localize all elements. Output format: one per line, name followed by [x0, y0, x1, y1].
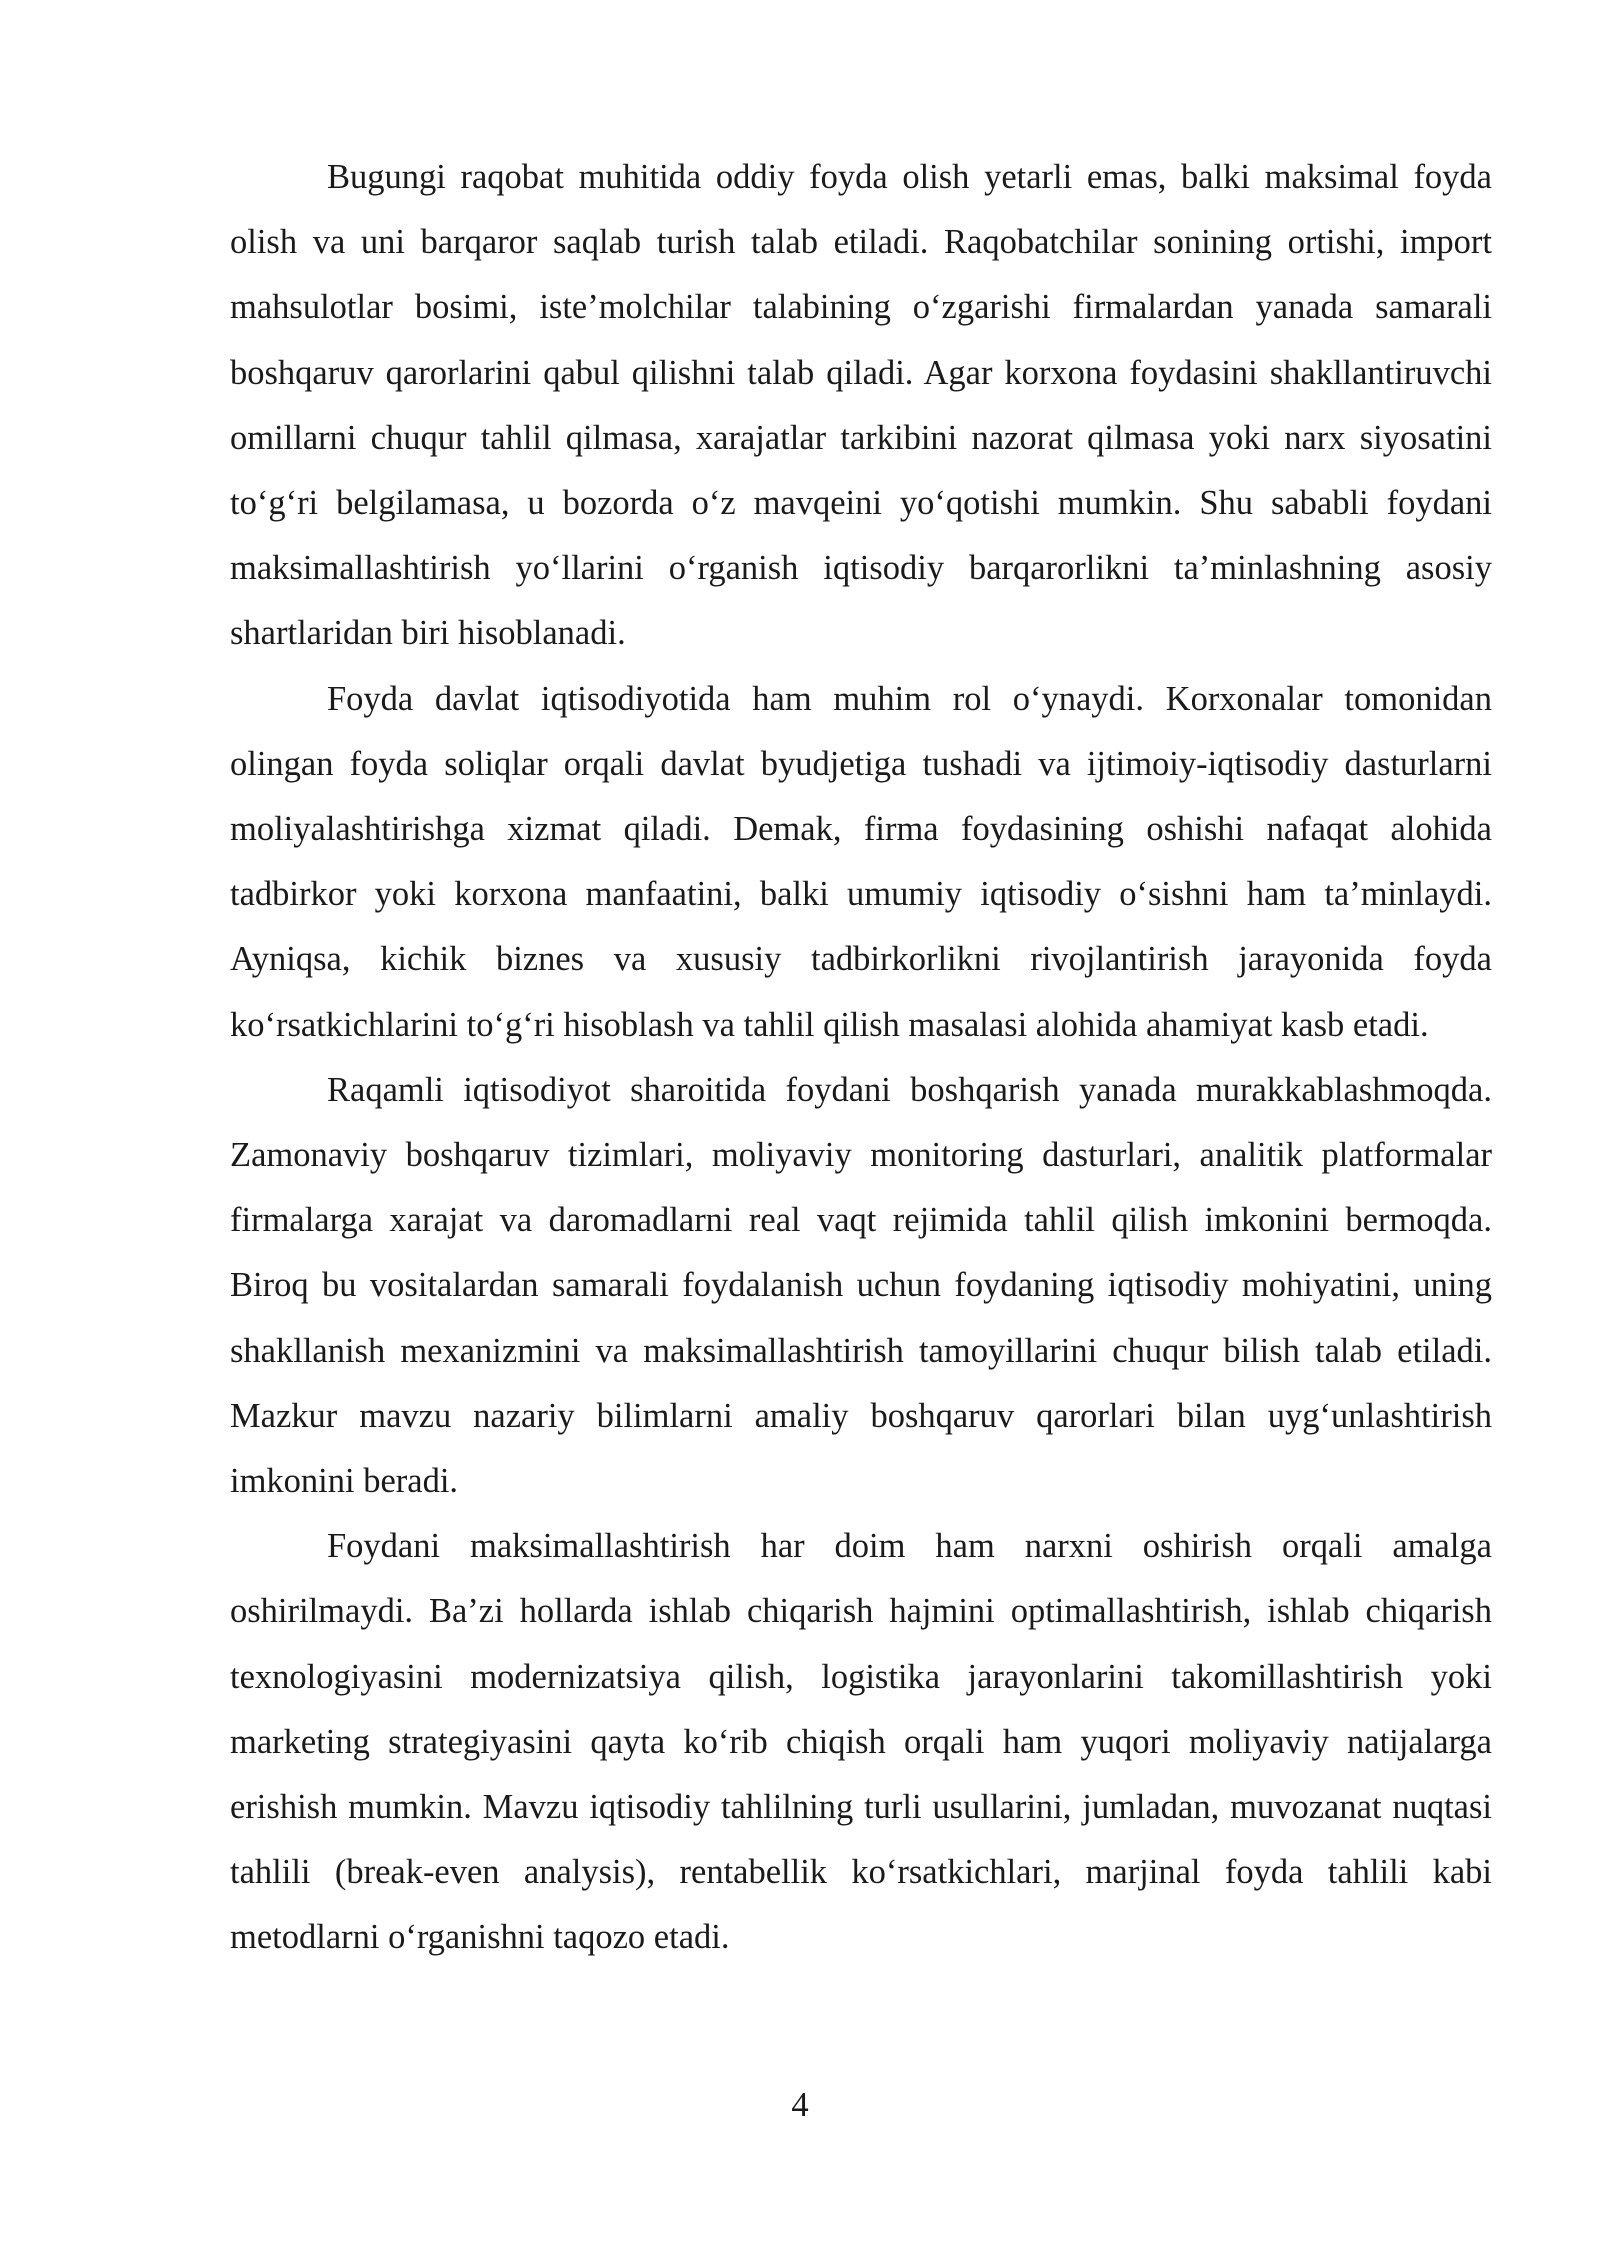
paragraph-2: Foyda davlat iqtisodiyotida ham muhim rol o‘ynaydi. Korxonalar tomonidan olingan foyda soliqlar orqali davlat byudjetiga tushadi va ijtimoiy-iqtisodiy dasturlarni moliyalashtirishga xizmat qiladi. Demak, firma foydasining oshishi nafaqat alohida tadbirkor yoki korxona manfaatini, balki umumiy iqtisodiy o‘sishni ham ta’minlaydi. Ayniqsa, kichik biznes va xususiy tadbirkorlikni rivojlantirish jarayonida foyda ko‘rsatkichlarini to‘g‘ri hisoblash va tahlil qilish masalasi alohida ahamiyat kasb etadi.: [230, 679, 1492, 1044]
paragraph-3: Raqamli iqtisodiyot sharoitida foydani boshqarish yanada murakkablashmoqda. Zamonaviy boshqaruv tizimlari, moliyaviy monitoring dasturlari, analitik platformalar firmalarga xarajat va daromadlarni real vaqt rejimida tahlil qilish imkonini bermoqda. Biroq bu vositalardan samarali foydalanish uchun foydaning iqtisodiy mohiyatini, uning shakllanish mexanizmini va maksimallashtirish tamoyillarini chuqur bilish talab etiladi. Mazkur mavzu nazariy bilimlarni amaliy boshqaruv qarorlari bilan uyg‘unlashtirish imkonini beradi.: [230, 1070, 1492, 1501]
page-number: 4: [791, 2086, 809, 2124]
paragraph-4: Foydani maksimallashtirish har doim ham narxni oshirish orqali amalga oshirilmaydi. Ba’zi hollarda ishlab chiqarish hajmini optimallashtirish, ishlab chiqarish texnologiyasini modernizatsiya qilish, logistika jarayonlarini takomillashtirish yoki marketing strategiyasini qayta ko‘rib chiqish orqali ham yuqori moliyaviy natijalarga erishish mumkin. Mavzu iqtisodiy tahlilning turli usullarini, jumladan, muvozanat nuqtasi tahlili (break-even analysis), rentabellik ko‘rsatkichlari, marjinal foyda tahlili kabi metodlarni o‘rganishni taqozo etadi.: [230, 1527, 1492, 1957]
document-body: [230, 145, 1492, 1971]
paragraph-1: Bugungi raqobat muhitida oddiy foyda olish yetarli emas, balki maksimal foyda olish va uni barqaror saqlab turish talab etiladi. Raqobatchilar sonining ortishi, import mahsulotlar bosimi, iste’molchilar talabining o‘zgarishi firmalardan yanada samarali boshqaruv qarorlarini qabul qilishni talab qiladi. Agar korxona foydasini shakllantiruvchi omillarni chuqur tahlil qilmasa, xarajatlar tarkibini nazorat qilmasa yoki narx siyosatini to‘g‘ri belgilamasa, u bozorda o‘z mavqeini yo‘qotishi mumkin. Shu sababli foydani maksimallashtirish yo‘llarini o‘rganish iqtisodiy barqarorlikni ta’minlashning asosiy shartlaridan biri hisoblanadi.: [230, 158, 1492, 653]
